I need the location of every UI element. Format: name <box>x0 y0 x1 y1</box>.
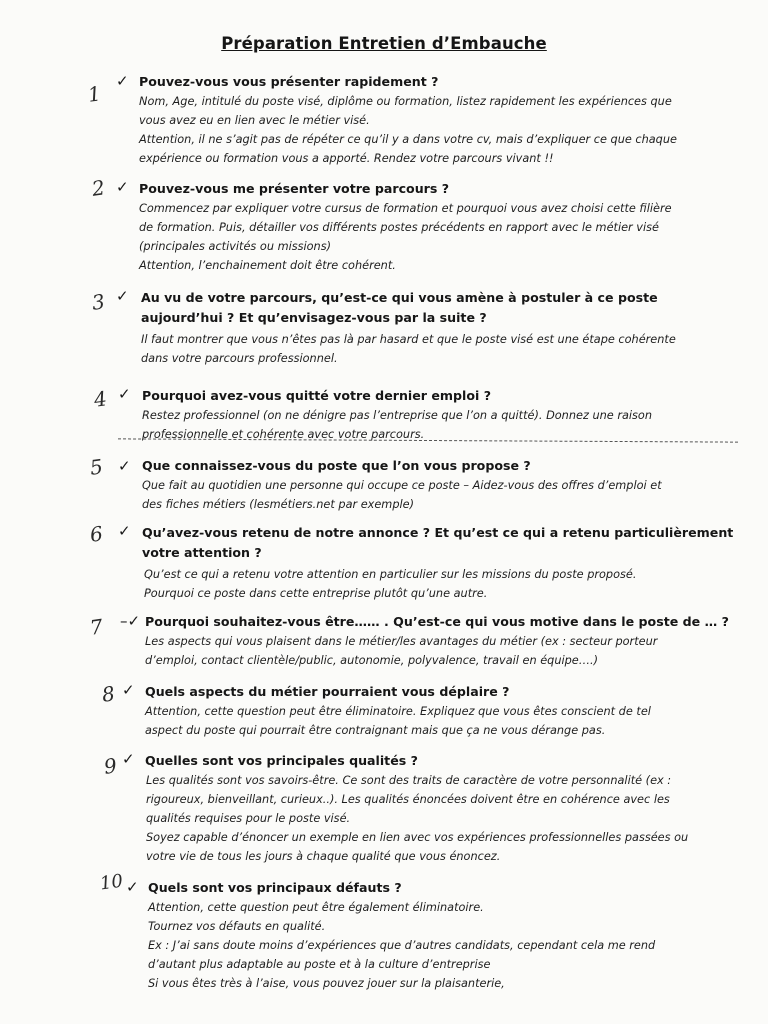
question-title: Qu’avez-vous retenu de notre annonce ? Et qu’est ce qui a retenu particulièrement votre attention ? <box>142 525 734 560</box>
question-title: Quels aspects du métier pourraient vous déplaire ? <box>145 684 510 699</box>
question-title: Au vu de votre parcours, qu’est-ce qui vous amène à postuler à ce poste aujourd’hui ? Et qu’envisagez-vous par la suite ? <box>141 290 658 325</box>
checkmark-icon: ✓ <box>116 287 129 305</box>
question-title: Quels sont vos principaux défauts ? <box>148 880 402 895</box>
checkmark-icon: ✓ <box>118 457 131 475</box>
handwritten-number: 6 <box>88 521 105 547</box>
question-answer: Attention, cette question peut être éliminatoire. Expliquez que vous êtes conscient de tel aspect du poste qui pourrait être contraignant mais que ça ne vous dérange pas. <box>145 705 651 737</box>
handwritten-number: 7 <box>88 614 105 640</box>
document-title: Préparation Entretien d’Embauche <box>221 34 547 53</box>
question-title: Que connaissez-vous du poste que l’on vous propose ? <box>142 458 531 473</box>
checkmark-icon: –✓ <box>120 612 141 630</box>
question-title: Pourquoi souhaitez-vous être…… . Qu’est-ce qui vous motive dans le poste de … ? <box>145 614 729 629</box>
question-answer: Il faut montrer que vous n’êtes pas là par hasard et que le poste visé est une étape cohérente dans votre parcours professionnel. <box>141 333 676 365</box>
checkmark-icon: ✓ <box>126 878 139 896</box>
question-answer: Attention, cette question peut être également éliminatoire. Tournez vos défauts en qualité. Ex : J’ai sans doute moins d’expériences que d’autres candidats, cependant cela me rend d’autant plus adaptable au poste et à la culture d’entreprise Si vous êtes très à l’aise, vous pouvez jouer sur la plaisanterie, <box>148 901 656 990</box>
question-title: Pouvez-vous vous présenter rapidement ? <box>139 74 439 89</box>
handwritten-number: 9 <box>102 753 119 779</box>
handwritten-number: 2 <box>90 175 107 201</box>
handwritten-number: 3 <box>90 289 107 315</box>
checkmark-icon: ✓ <box>118 522 131 540</box>
question-answer: Restez professionnel (on ne dénigre pas l’entreprise que l’on a quitté). Donnez une raison professionnelle et cohérente avec votre parcours. <box>142 409 652 441</box>
handwritten-number: 8 <box>100 681 117 707</box>
checkmark-icon: ✓ <box>122 750 135 768</box>
checkmark-icon: ✓ <box>122 681 135 699</box>
question-title: Pouvez-vous me présenter votre parcours ? <box>139 181 450 196</box>
checkmark-icon: ✓ <box>116 178 129 196</box>
handwritten-number: 1 <box>86 81 103 107</box>
question-answer: Nom, Age, intitulé du poste visé, diplôme ou formation, listez rapidement les expériences que vous avez eu en lien avec le métier visé. Attention, il ne s’agit pas de répéter ce qu’il y a dans votre cv, mais d’expliquer ce que chaque expérience ou formation vous a apporté. Rendez votre parcours vivant !! <box>139 95 677 165</box>
handwritten-number: 10 <box>98 870 125 895</box>
checkmark-icon: ✓ <box>116 72 129 90</box>
handwritten-number: 4 <box>92 386 109 412</box>
question-answer: Commencez par expliquer votre cursus de formation et pourquoi vous avez choisi cette filière de formation. Puis, détailler vos différents postes précédents en rapport avec le métier visé (principales activités ou missions) Attention, l’enchainement doit être cohérent. <box>139 202 672 272</box>
question-answer: Que fait au quotidien une personne qui occupe ce poste – Aidez-vous des offres d’emploi et des fiches métiers (lesmétiers.net par exemple) <box>142 479 662 511</box>
question-title: Quelles sont vos principales qualités ? <box>145 753 418 768</box>
question-title: Pourquoi avez-vous quitté votre dernier emploi ? <box>142 388 492 403</box>
question-answer: Les qualités sont vos savoirs-être. Ce sont des traits de caractère de votre personnalité (ex : rigoureux, bienveillant, curieux..). Les qualités énoncées doivent être en cohérence avec les qualités requises pour le poste visé. Soyez capable d’énoncer un exemple en lien avec vos expériences professionnelles passées ou votre vie de tous les jours à chaque qualité que vous énoncez. <box>146 774 689 863</box>
question-answer: Les aspects qui vous plaisent dans le métier/les avantages du métier (ex : secteur porteur d’emploi, contact clientèle/public, autonomie, polyvalence, travail en équipe….) <box>145 635 658 667</box>
checkmark-icon: ✓ <box>118 385 131 403</box>
question-answer: Qu’est ce qui a retenu votre attention en particulier sur les missions du poste proposé. Pourquoi ce poste dans cette entreprise plutôt qu’une autre. <box>144 568 637 600</box>
handwritten-number: 5 <box>88 454 105 480</box>
